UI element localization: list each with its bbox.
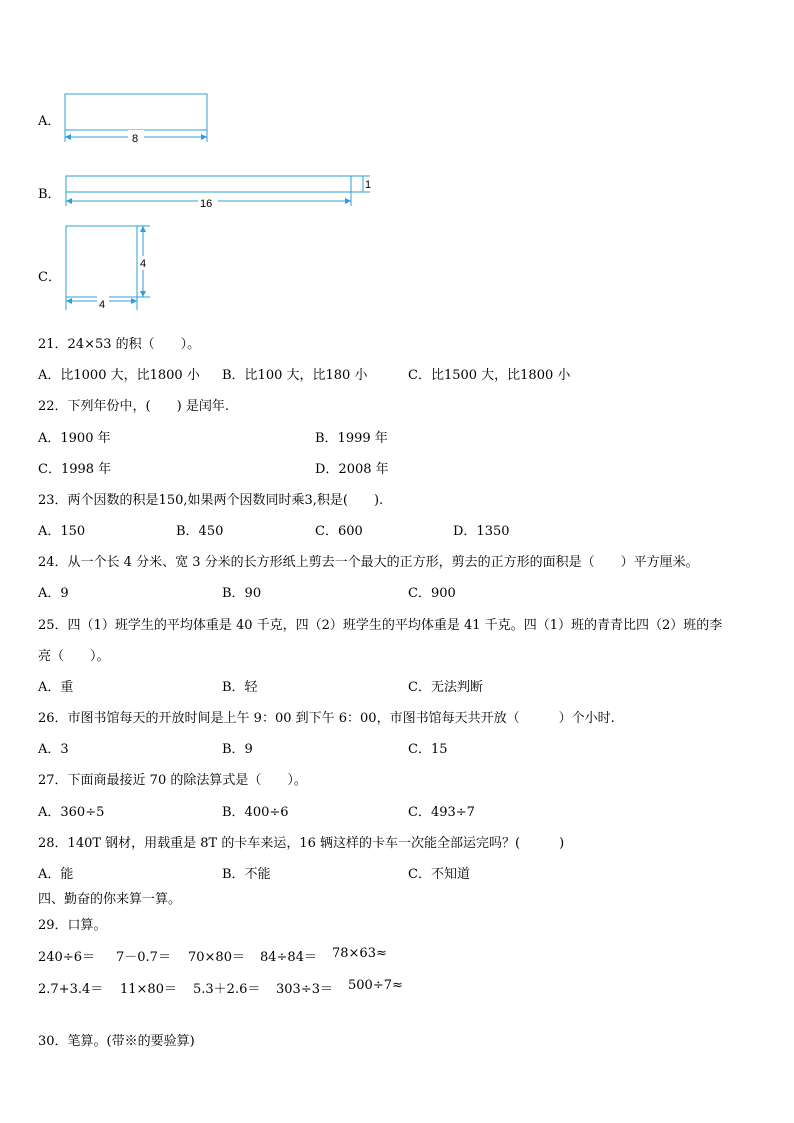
question-30-stem: 30．笔算。(带※的要验算): [38, 1034, 195, 1049]
q22-option-c: C．1998 年: [38, 462, 112, 477]
q21-option-a: A．比1000 大，比1800 小: [38, 368, 200, 383]
square-c-drawing: [60, 222, 160, 314]
question-29-stem: 29．口算。: [38, 918, 107, 933]
q29-r2-c5: 500÷7≈: [348, 978, 403, 993]
q25-option-b: B．轻: [222, 680, 258, 695]
figure-c-label: C．: [38, 270, 61, 285]
q29-r2-c4: 303÷3＝: [276, 982, 333, 997]
question-25-stem-line1: 25．四（1）班学生的平均体重是 40 千克，四（2）班学生的平均体重是 41 千克。四（1）班的青青比四（2）班的李: [38, 618, 723, 633]
q23-option-b: B．450: [176, 524, 224, 539]
q28-option-c: C．不知道: [408, 867, 470, 882]
dim-c-bottom: 4: [99, 299, 106, 311]
dim-b-bottom: 16: [200, 198, 213, 210]
q21-option-b: B．比100 大，比180 小: [222, 368, 368, 383]
q22-option-d: D．2008 年: [315, 462, 389, 477]
q22-option-b: B．1999 年: [315, 431, 388, 446]
rectangle-a-drawing: [60, 90, 220, 150]
q27-option-a: A．360÷5: [38, 805, 105, 820]
figure-c: [60, 222, 160, 318]
figure-b: [60, 170, 380, 216]
question-28-stem: 28．140T 钢材，用载重是 8T 的卡车来运，16 辆这样的卡车一次能全部运完吗？( ): [38, 836, 565, 851]
q26-option-c: C．15: [408, 742, 448, 757]
dim-b-right: 1: [365, 179, 372, 191]
q23-option-d: D．1350: [453, 524, 510, 539]
q29-r2-c2: 11×80＝: [120, 982, 177, 997]
q24-option-b: B．90: [222, 586, 262, 601]
question-25-stem-line2: 亮（ ）。: [38, 649, 110, 664]
q22-option-a: A．1900 年: [38, 431, 111, 446]
q21-option-c: C．比1500 大，比1800 小: [408, 368, 571, 383]
question-24-stem: 24．从一个长 4 分米、宽 3 分米的长方形纸上剪去一个最大的正方形，剪去的正方形的面积是（ ）平方厘米。: [38, 555, 699, 570]
dim-c-right: 4: [140, 258, 147, 270]
question-21-stem: 21．24×53 的积（ ）。: [38, 337, 201, 352]
question-22-stem: 22．下列年份中，( ) 是闰年.: [38, 399, 229, 414]
q29-r1-c5: 78×63≈: [332, 946, 387, 961]
question-26-stem: 26．市图书馆每天的开放时间是上午 9：00 到下午 6：00，市图书馆每天共开放（ ）个小时.: [38, 711, 615, 726]
q26-option-b: B．9: [222, 742, 253, 757]
q28-option-b: B．不能: [222, 867, 271, 882]
q29-r1-c4: 84÷84＝: [260, 950, 317, 965]
figure-a-label: A．: [38, 114, 61, 129]
q29-r1-c2: 7－0.7＝: [116, 950, 171, 965]
figure-b-label: B．: [38, 187, 61, 202]
q29-r1-c1: 240÷6＝: [38, 950, 95, 965]
rectangle-b-drawing: [60, 170, 380, 212]
question-23-stem: 23．两个因数的积是150,如果两个因数同时乘3,积是( ).: [38, 493, 384, 508]
q26-option-a: A．3: [38, 742, 69, 757]
q25-option-c: C．无法判断: [408, 680, 483, 695]
q24-option-a: A．9: [38, 586, 69, 601]
dim-a-bottom: 8: [132, 133, 139, 145]
q27-option-b: B．400÷6: [222, 805, 289, 820]
q29-r1-c3: 70×80＝: [188, 950, 245, 965]
q29-r2-c3: 5.3＋2.6＝: [193, 982, 261, 997]
q28-option-a: A．能: [38, 867, 74, 882]
question-27-stem: 27．下面商最接近 70 的除法算式是（ ）。: [38, 773, 307, 788]
q27-option-c: C．493÷7: [408, 805, 475, 820]
q25-option-a: A．重: [38, 680, 74, 695]
q24-option-c: C．900: [408, 586, 456, 601]
figure-a: [60, 90, 220, 154]
section-heading: 四、勤奋的你来算一算。: [38, 892, 182, 907]
q23-option-a: A．150: [38, 524, 86, 539]
q29-r2-c1: 2.7+3.4＝: [38, 982, 104, 997]
q23-option-c: C．600: [315, 524, 363, 539]
